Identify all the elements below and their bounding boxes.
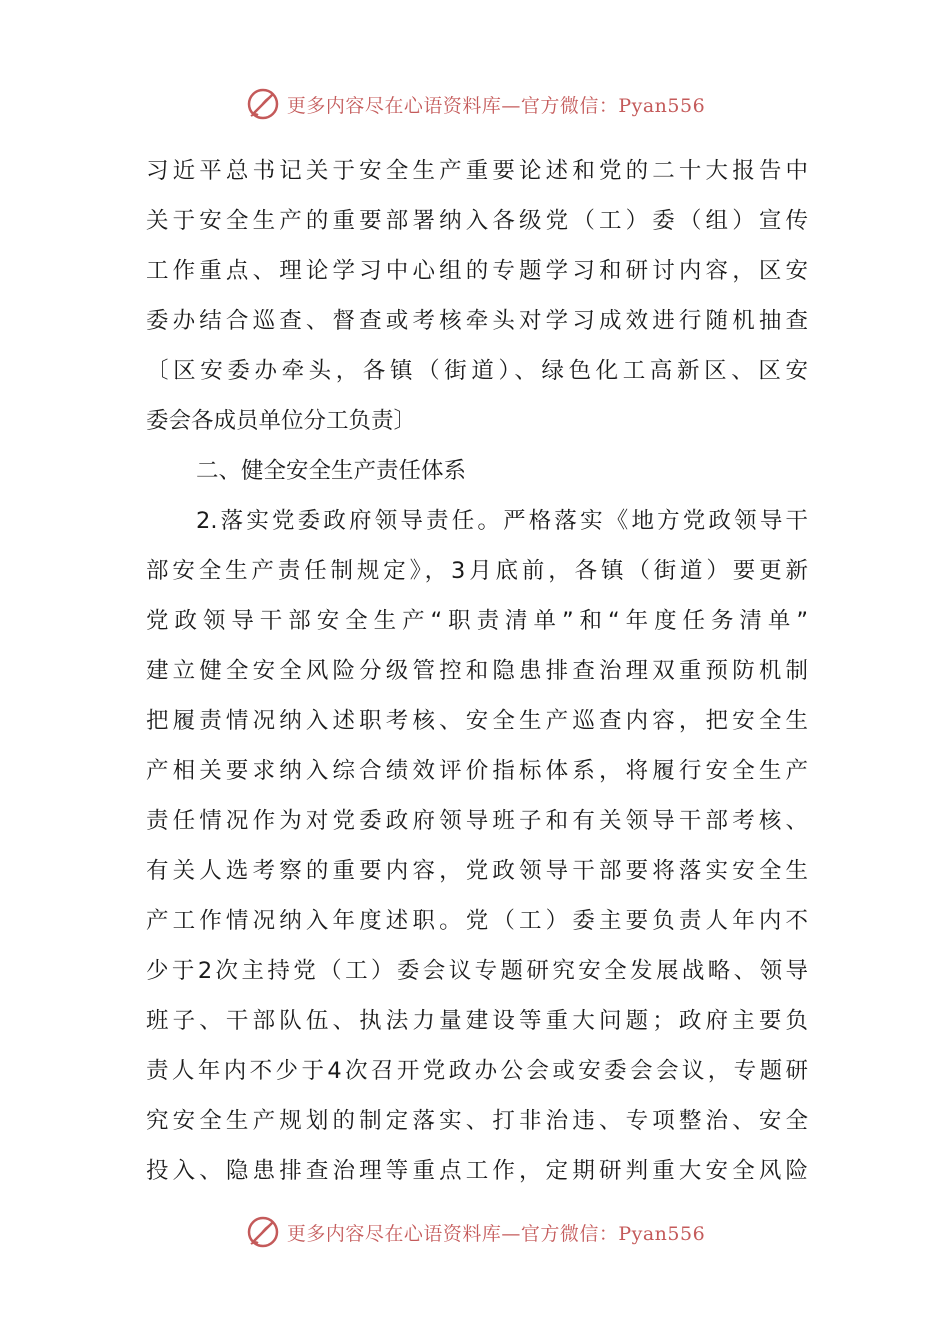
body-line: 关于安全生产的重要部署纳入各级党（工）委（组）宣传 (146, 208, 808, 234)
quill-logo-icon (245, 86, 281, 122)
body-line: 党政领导干部安全生产“职责清单”和“年度任务清单” (146, 608, 808, 634)
body-line: 部安全生产责任制规定》，3月底前，各镇（街道）要更新 (146, 558, 808, 584)
body-line: 委办结合巡查、督查或考核牵头对学习成效进行随机抽查 (146, 308, 808, 334)
body-line: 投入、隐患排查治理等重点工作，定期研判重大安全风险 (146, 1158, 808, 1184)
body-line: 班子、干部队伍、执法力量建设等重大问题；政府主要负 (146, 1008, 808, 1034)
paragraph-start: 2.落实党委政府领导责任。严格落实《地方党政领导干 (196, 508, 808, 534)
watermark-text: 更多内容尽在心语资料库—官方微信：Pyan556 (286, 94, 706, 117)
body-line: 产工作情况纳入年度述职。党（工）委主要负责人年内不 (146, 908, 808, 934)
body-line: 建立健全安全风险分级管控和隐患排查治理双重预防机制 (146, 658, 808, 684)
header-watermark (0, 84, 950, 124)
watermark-text: 更多内容尽在心语资料库—官方微信：Pyan556 (286, 1222, 706, 1245)
body-line: 〔区安委办牵头，各镇（街道）、绿色化工高新区、区安 (146, 358, 808, 384)
quill-logo-icon (245, 1214, 281, 1250)
section-heading: 二、健全安全生产责任体系 (196, 458, 467, 484)
body-line: 少于2次主持党（工）委会议专题研究安全发展战略、领导 (146, 958, 808, 984)
body-line: 究安全生产规划的制定落实、打非治违、专项整治、安全 (146, 1108, 808, 1134)
body-line: 工作重点、理论学习中心组的专题学习和研讨内容，区安 (146, 258, 808, 284)
body-line: 产相关要求纳入综合绩效评价指标体系，将履行安全生产 (146, 758, 808, 784)
body-line: 委会各成员单位分工负责〕 (146, 408, 417, 434)
body-line: 责任情况作为对党委政府领导班子和有关领导干部考核、 (146, 808, 808, 834)
body-line: 责人年内不少于4次召开党政办公会或安委会会议，专题研 (146, 1058, 808, 1084)
body-line: 习近平总书记关于安全生产重要论述和党的二十大报告中 (146, 158, 808, 184)
document-body (146, 146, 808, 1196)
footer-watermark (0, 1212, 950, 1252)
body-line: 把履责情况纳入述职考核、安全生产巡查内容，把安全生 (146, 708, 808, 734)
body-line: 有关人选考察的重要内容，党政领导干部要将落实安全生 (146, 858, 808, 884)
